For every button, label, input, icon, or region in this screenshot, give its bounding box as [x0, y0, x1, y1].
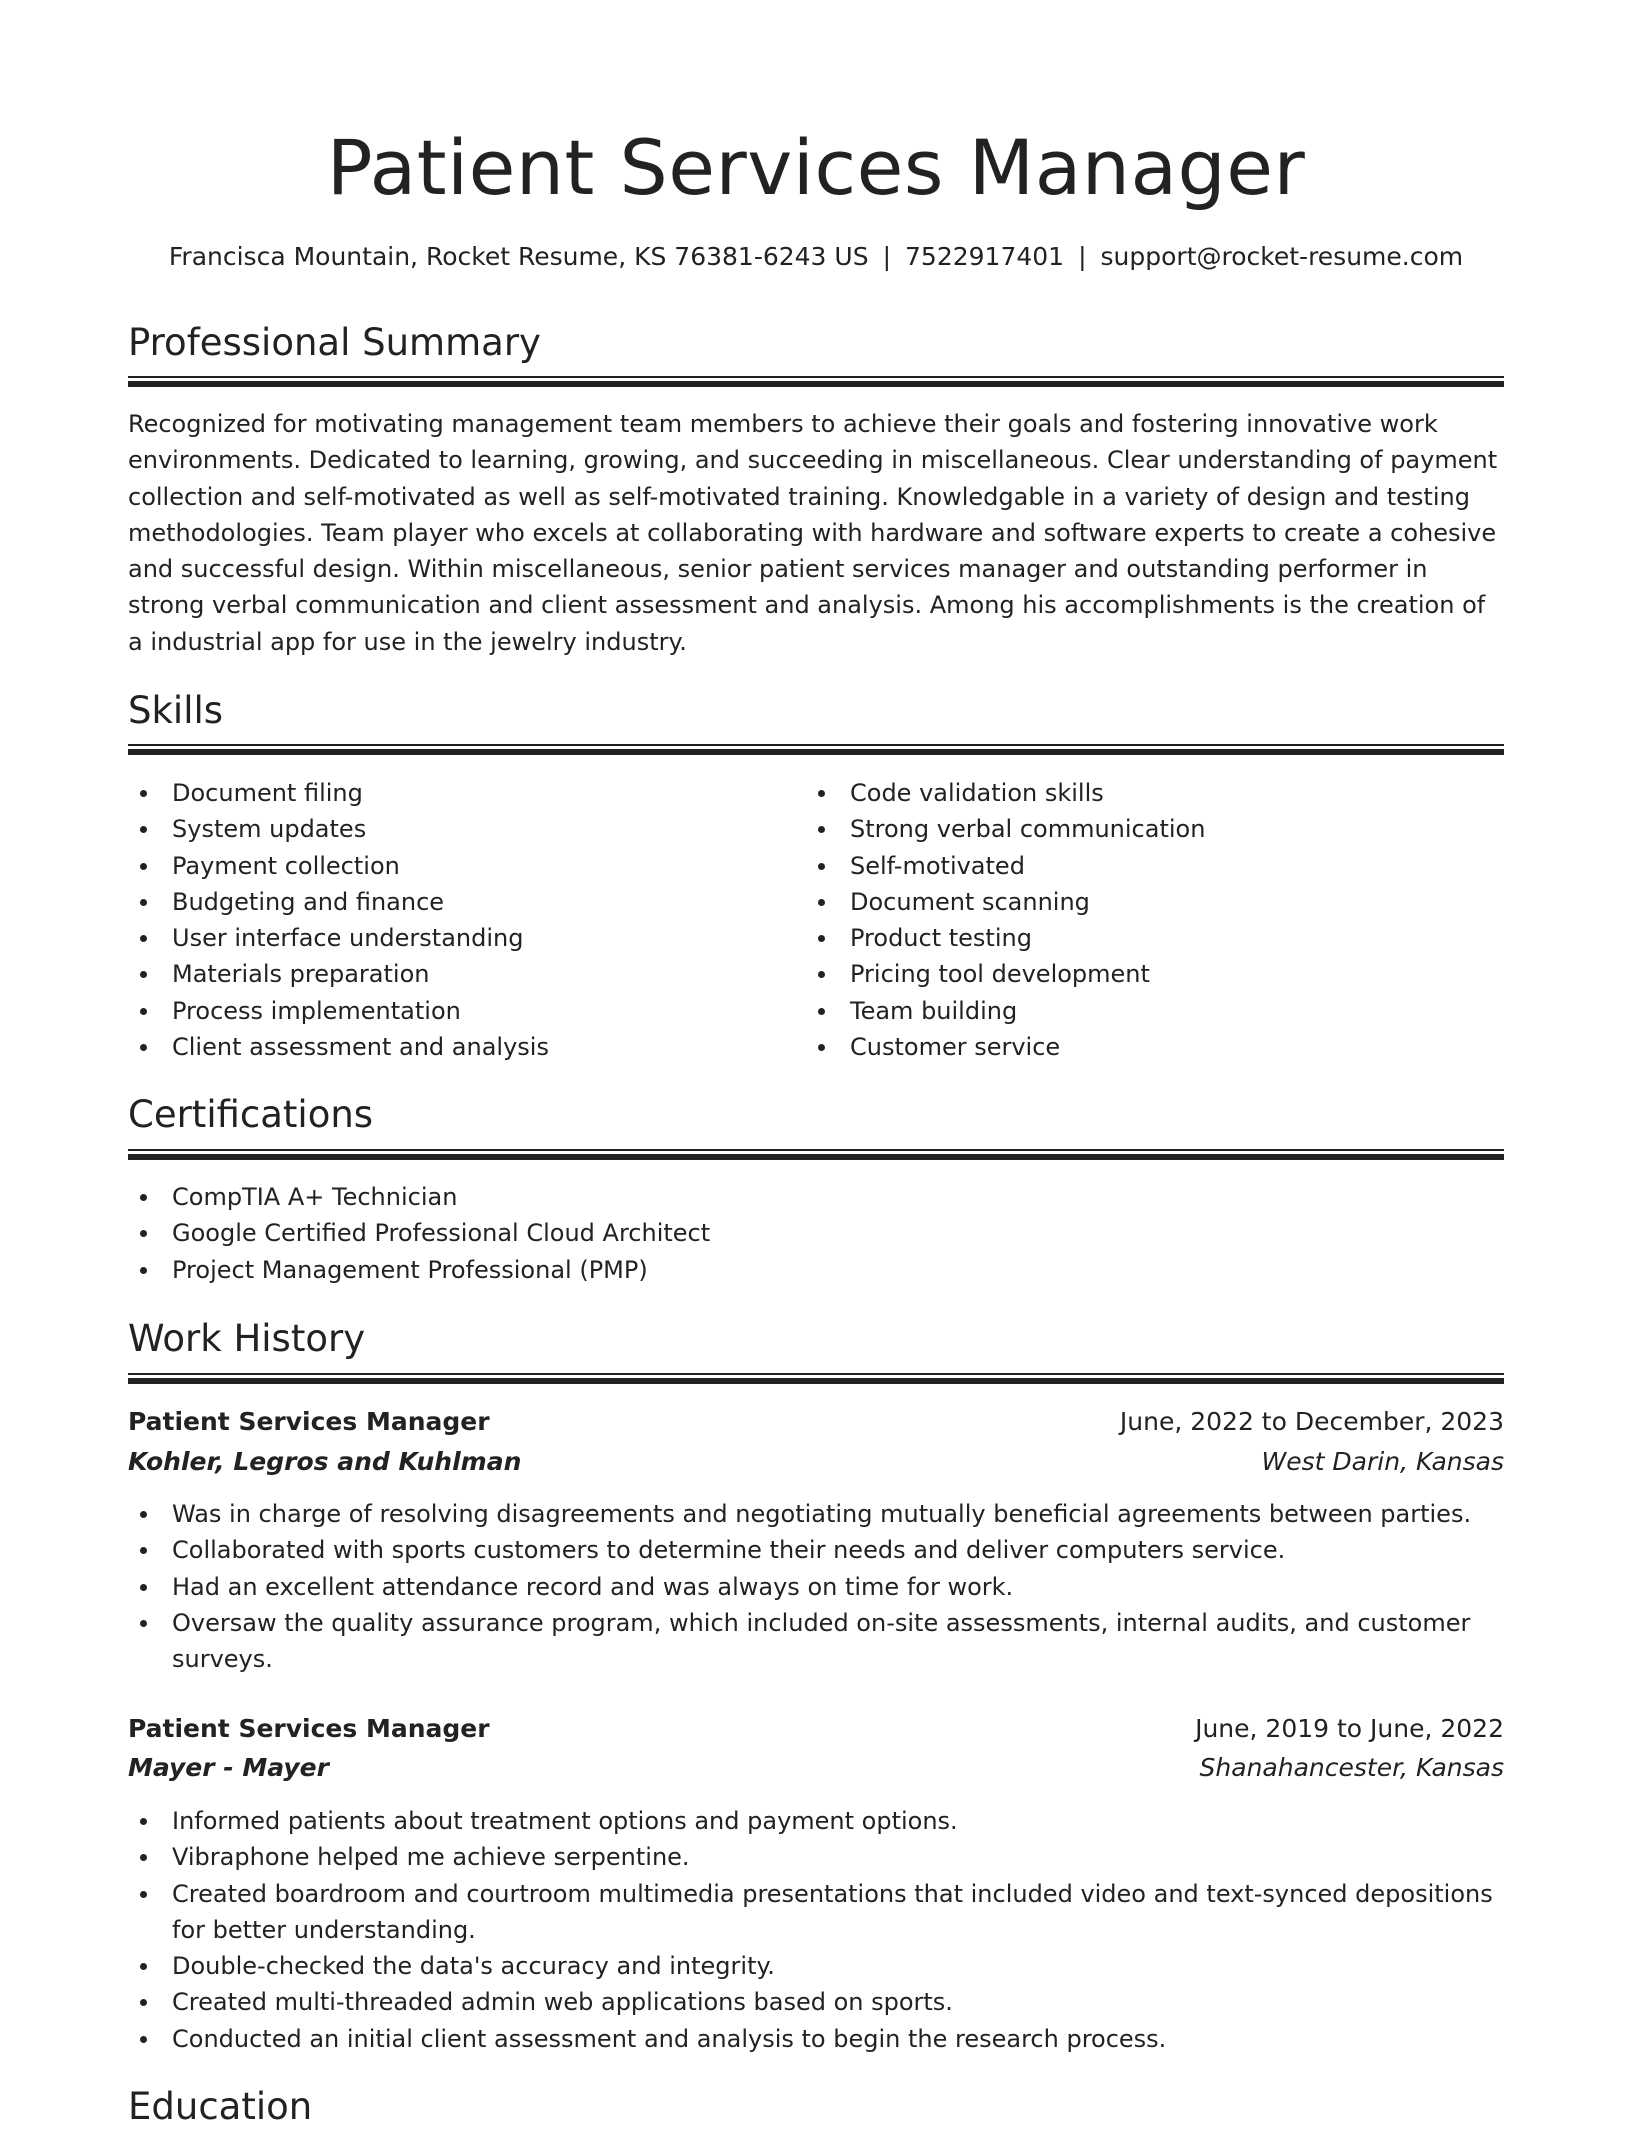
skill-item: Code validation skills — [806, 775, 1504, 811]
certification-item: CompTIA A+ Technician — [128, 1179, 1504, 1215]
skill-item: User interface understanding — [128, 920, 788, 956]
job-bullet: Created boardroom and courtroom multimedia presentations that included video and text-synced depositions for better understanding. — [128, 1876, 1504, 1949]
section-title-summary: Professional Summary — [128, 321, 541, 364]
skill-item: Budgeting and finance — [128, 884, 788, 920]
section-divider — [128, 1149, 1504, 1159]
section-title-work-history: Work History — [128, 1317, 366, 1360]
job-bullet: Conducted an initial client assessment and analysis to begin the research process. — [128, 2021, 1504, 2057]
resume-name-title: Patient Services Manager — [326, 123, 1306, 212]
job-header — [128, 1402, 1504, 1442]
job-title: Patient Services Manager — [128, 1714, 490, 1743]
skill-item: Materials preparation — [128, 956, 788, 992]
section-title-skills: Skills — [128, 689, 224, 732]
skills-list-right — [806, 775, 1504, 1065]
job-dates: June, 2022 to December, 2023 — [1119, 1407, 1504, 1436]
skill-item: Payment collection — [128, 848, 788, 884]
job-dates: June, 2019 to June, 2022 — [1195, 1714, 1504, 1743]
job-title: Patient Services Manager — [128, 1407, 490, 1436]
skill-item: Customer service — [806, 1029, 1504, 1065]
job-bullet: Collaborated with sports customers to determine their needs and deliver computers service. — [128, 1532, 1504, 1568]
section-title-education: Education — [128, 2085, 313, 2128]
contact-separator: | — [882, 242, 892, 271]
job-header — [128, 1709, 1504, 1749]
job-bullet: Oversaw the quality assurance program, which included on-site assessments, internal audits, and customer surveys. — [128, 1605, 1504, 1678]
job-bullets — [128, 1803, 1504, 2057]
job-bullets — [128, 1496, 1504, 1677]
job-company: Kohler, Legros and Kuhlman — [128, 1447, 522, 1476]
job-bullet: Informed patients about treatment options and payment options. — [128, 1803, 1504, 1839]
job-company: Mayer - Mayer — [128, 1753, 329, 1782]
certifications-list — [128, 1179, 1504, 1288]
section-title-certifications: Certifications — [128, 1093, 374, 1136]
skill-item: Client assessment and analysis — [128, 1029, 788, 1065]
skills-list-left — [128, 775, 788, 1065]
contact-address: Francisca Mountain, Rocket Resume, KS 76381-6243 US — [168, 242, 869, 271]
certification-item: Google Certified Professional Cloud Architect — [128, 1215, 1504, 1251]
summary-text: Recognized for motivating management team members to achieve their goals and fostering innovative work environments. Dedicated to learning, growing, and succeeding in miscellaneous. Clear understanding of payment collection and self-motivated as well as self-motivated training. Knowledgable in a variety of design and testing methodologies. Team player who excels at collaborating with hardware and software experts to create a cohesive and successful design. Within miscellaneous, senior patient services manager and outstanding performer in strong verbal communication and client assessment and analysis. Among his accomplishments is the creation of a industrial app for use in the jewelry industry. — [128, 410, 1498, 656]
skill-item: Document scanning — [806, 884, 1504, 920]
contact-email: support@rocket-resume.com — [1100, 242, 1464, 271]
skill-item: Self-motivated — [806, 848, 1504, 884]
section-divider — [128, 1373, 1504, 1383]
job-location: West Darin, Kansas — [1261, 1447, 1504, 1476]
skill-item: Pricing tool development — [806, 956, 1504, 992]
skill-item: Product testing — [806, 920, 1504, 956]
job-bullet: Had an excellent attendance record and was always on time for work. — [128, 1569, 1504, 1605]
job-subheader — [128, 1748, 1504, 1788]
contact-line — [128, 237, 1504, 277]
job-subheader — [128, 1442, 1504, 1482]
skill-item: Strong verbal communication — [806, 811, 1504, 847]
skill-item: Team building — [806, 993, 1504, 1029]
section-divider — [128, 376, 1504, 386]
section-divider — [128, 744, 1504, 754]
contact-separator: | — [1078, 242, 1087, 271]
certification-item: Project Management Professional (PMP) — [128, 1252, 1504, 1288]
job-bullet: Created multi-threaded admin web applications based on sports. — [128, 1984, 1504, 2020]
skill-item: System updates — [128, 811, 788, 847]
skill-item: Document filing — [128, 775, 788, 811]
job-location: Shanahancester, Kansas — [1199, 1753, 1504, 1782]
skill-item: Process implementation — [128, 993, 788, 1029]
contact-phone: 7522917401 — [905, 242, 1065, 271]
job-bullet: Vibraphone helped me achieve serpentine. — [128, 1839, 1504, 1875]
job-bullet: Was in charge of resolving disagreements and negotiating mutually beneficial agreements between parties. — [128, 1496, 1504, 1532]
job-bullet: Double-checked the data's accuracy and integrity. — [128, 1948, 1504, 1984]
